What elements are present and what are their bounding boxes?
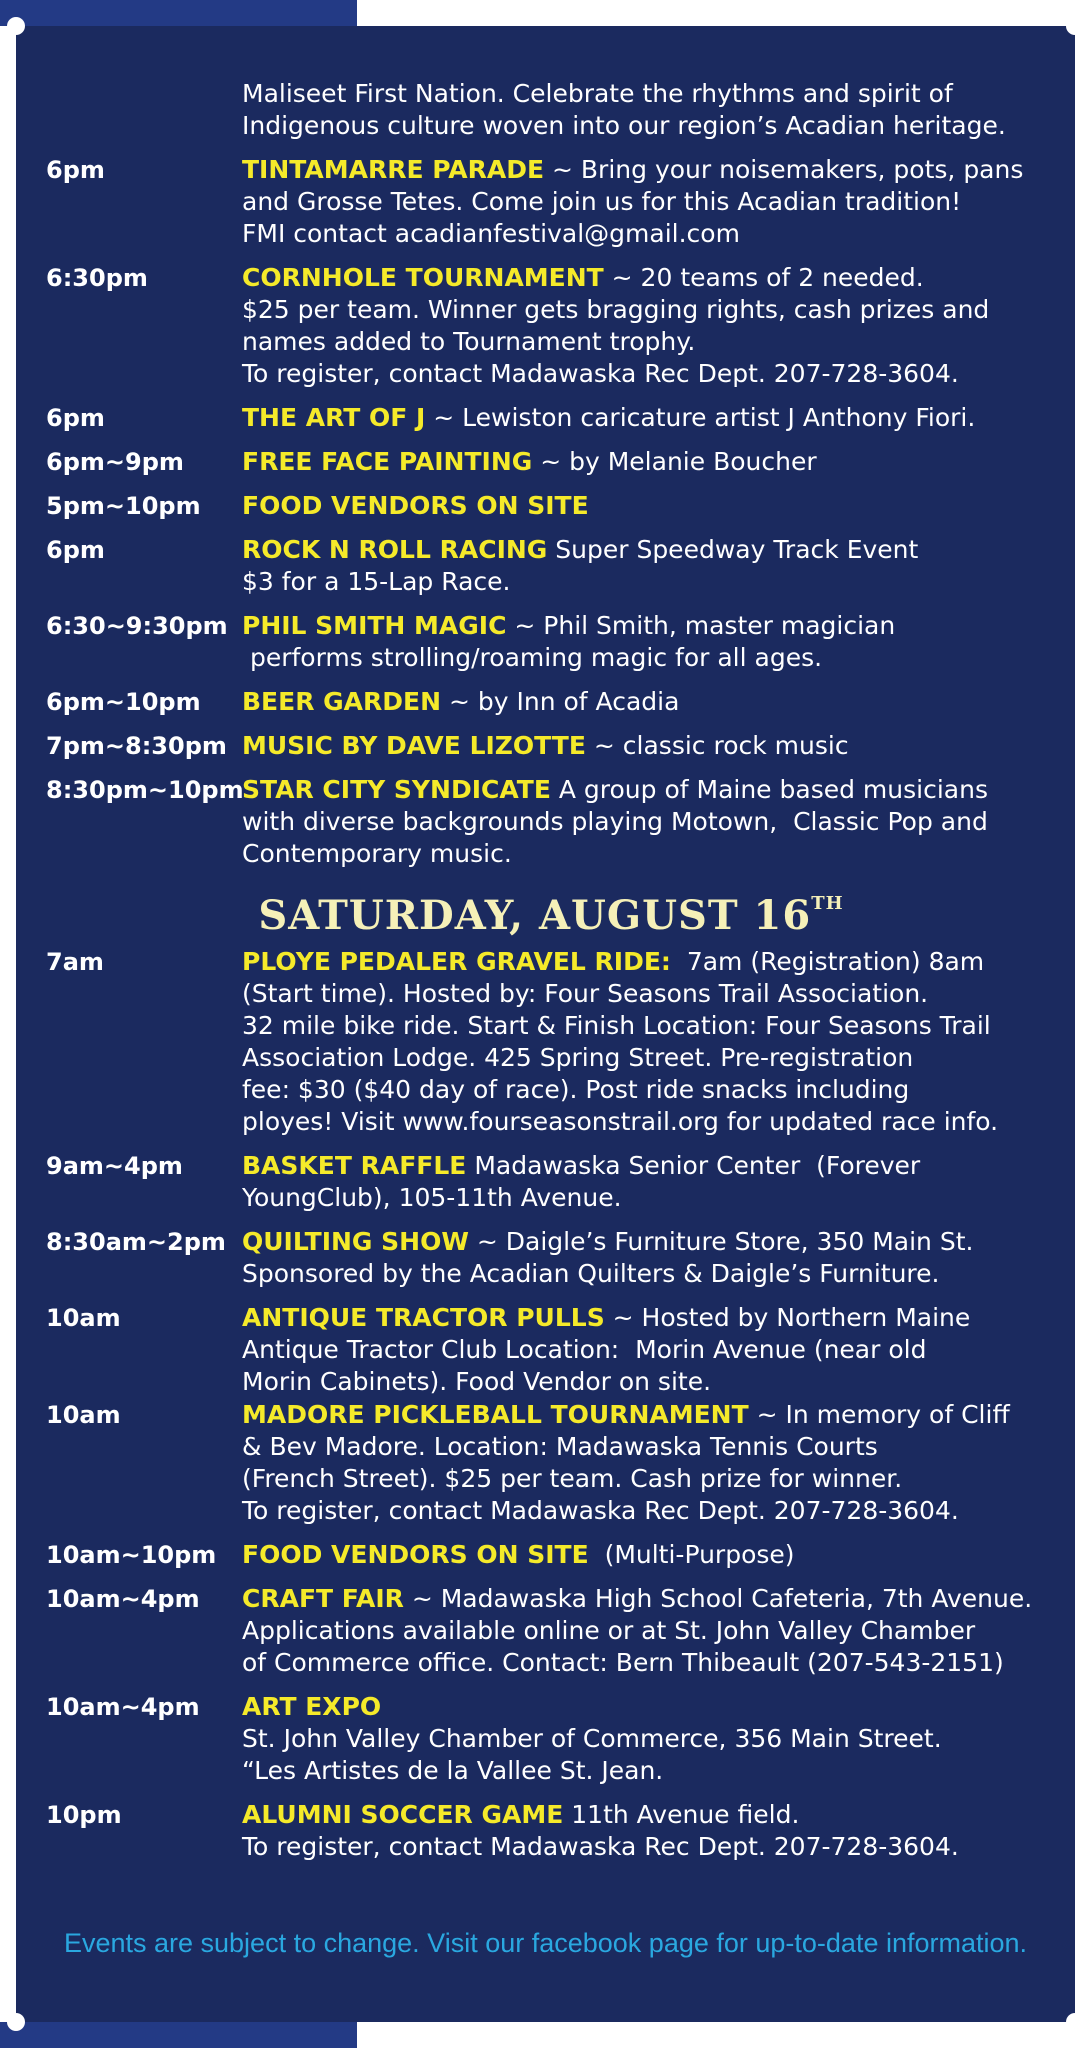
event-row	[46, 730, 1056, 762]
event-row	[46, 774, 1056, 870]
event-time: 6:30pm	[46, 264, 148, 292]
event-detail: ~ Lewiston caricature artist J Anthony Fiori.	[425, 403, 976, 432]
event-first-line	[242, 1226, 1056, 1258]
event-title: PHIL SMITH MAGIC	[242, 611, 507, 640]
event-description	[242, 1583, 1056, 1679]
saturday-event-list	[46, 946, 1056, 1863]
event-title: FREE FACE PAINTING	[242, 447, 533, 476]
event-description	[242, 402, 1056, 434]
event-title: ANTIQUE TRACTOR PULLS	[242, 1303, 605, 1332]
event-detail: Super Speedway Track Event	[547, 535, 919, 564]
event-first-line	[242, 262, 1056, 294]
event-detail-line: ployes! Visit www.fourseasonstrail.org for updated race info.	[242, 1107, 999, 1136]
event-title: BASKET RAFFLE	[242, 1151, 467, 1180]
event-detail-line: performs strolling/roaming magic for all ages.	[242, 643, 823, 672]
saturday-heading-suffix: TH	[811, 893, 844, 914]
event-row	[46, 262, 1056, 390]
event-description	[242, 446, 1056, 478]
event-detail: ~ 20 teams of 2 needed.	[603, 263, 924, 292]
event-first-line	[242, 490, 1056, 522]
event-detail-line: YoungClub), 105-11th Avenue.	[242, 1183, 622, 1212]
intro-text	[242, 78, 1056, 142]
event-detail: ~ by Inn of Acadia	[441, 687, 680, 716]
event-detail-line: fee: $30 ($40 day of race). Post ride snacks including	[242, 1075, 910, 1104]
event-time: 8:30pm~10pm	[46, 776, 244, 804]
event-description	[242, 1539, 1056, 1571]
event-time: 8:30am~2pm	[46, 1228, 226, 1256]
bottom-accent-strip	[0, 2022, 357, 2048]
event-row	[46, 1583, 1056, 1679]
event-description	[242, 1399, 1056, 1527]
event-row	[46, 946, 1056, 1138]
event-description	[242, 534, 1056, 598]
event-first-line	[242, 1799, 1056, 1831]
event-description	[242, 774, 1056, 870]
event-detail: ~ In memory of Cliff	[748, 1400, 1010, 1429]
event-description	[242, 1302, 1056, 1398]
corner-notch	[7, 2013, 25, 2031]
saturday-heading	[46, 888, 1056, 939]
event-time: 6pm	[46, 536, 105, 564]
event-detail-line: Antique Tractor Club Location: Morin Avenue (near old	[242, 1335, 927, 1364]
event-title: QUILTING SHOW	[242, 1227, 469, 1256]
event-first-line	[242, 534, 1056, 566]
event-first-line	[242, 402, 1056, 434]
event-detail-line: Association Lodge. 425 Spring Street. Pre-registration	[242, 1043, 914, 1072]
event-row	[46, 402, 1056, 434]
event-row	[46, 610, 1056, 674]
event-time: 5pm~10pm	[46, 492, 201, 520]
event-row	[46, 1150, 1056, 1214]
event-detail: Madawaska Senior Center (Forever	[466, 1151, 921, 1180]
event-detail-line: “Les Artistes de la Vallee St. Jean.	[242, 1756, 664, 1785]
event-description	[242, 154, 1056, 250]
event-row	[46, 154, 1056, 250]
event-first-line	[242, 730, 1056, 762]
event-title: ROCK N ROLL RACING	[242, 535, 548, 564]
event-detail: ~ Daigle’s Furniture Store, 350 Main St.	[468, 1227, 974, 1256]
event-first-line	[242, 610, 1056, 642]
event-title: CORNHOLE TOURNAMENT	[242, 263, 604, 292]
event-detail-line: Sponsored by the Acadian Quilters & Daigle’s Furniture.	[242, 1259, 940, 1288]
event-row	[46, 534, 1056, 598]
saturday-heading-text: SATURDAY, AUGUST 16	[258, 892, 812, 939]
event-detail-line: and Grosse Tetes. Come join us for this Acadian tradition!	[242, 187, 962, 216]
event-detail-line: To register, contact Madawaska Rec Dept. 207-728-3604.	[242, 1496, 959, 1525]
event-first-line	[242, 1399, 1056, 1431]
event-detail-line: $25 per team. Winner gets bragging rights, cash prizes and	[242, 295, 990, 324]
event-detail-line: To register, contact Madawaska Rec Dept. 207-728-3604.	[242, 1832, 959, 1861]
event-time: 10am~4pm	[46, 1585, 200, 1613]
event-time: 10am~4pm	[46, 1693, 200, 1721]
event-detail-line: (Start time). Hosted by: Four Seasons Trail Association.	[242, 979, 929, 1008]
event-description	[242, 262, 1056, 390]
event-title: BEER GARDEN	[242, 687, 442, 716]
friday-event-list	[46, 154, 1056, 870]
schedule-panel	[16, 26, 1075, 2022]
event-time: 7am	[46, 948, 104, 976]
event-time: 7pm~8:30pm	[46, 732, 227, 760]
event-detail: 11th Avenue field.	[563, 1800, 800, 1829]
event-description	[242, 686, 1056, 718]
event-time: 10am~10pm	[46, 1541, 217, 1569]
event-row	[46, 1302, 1056, 1398]
schedule-content	[46, 78, 1056, 1875]
event-row	[46, 686, 1056, 718]
event-time: 10am	[46, 1401, 121, 1429]
event-title: FOOD VENDORS ON SITE	[242, 1540, 589, 1569]
event-title: ART EXPO	[242, 1692, 382, 1721]
event-detail: ~ Madawaska High School Cafeteria, 7th Avenue.	[403, 1584, 1033, 1613]
event-row	[46, 1399, 1056, 1527]
event-description	[242, 1150, 1056, 1214]
event-first-line	[242, 686, 1056, 718]
event-title: PLOYE PEDALER GRAVEL RIDE:	[242, 947, 671, 976]
event-first-line	[242, 1691, 1056, 1723]
event-row	[46, 1691, 1056, 1787]
event-detail: A group of Maine based musicians	[550, 775, 988, 804]
top-accent-strip	[0, 0, 357, 26]
event-detail: (Multi-Purpose)	[588, 1540, 795, 1569]
event-detail-line: FMI contact acadianfestival@gmail.com	[242, 219, 740, 248]
event-detail-line: of Commerce office. Contact: Bern Thibeault (207-543-2151)	[242, 1648, 1004, 1677]
event-first-line	[242, 154, 1056, 186]
event-first-line	[242, 946, 1056, 978]
event-detail-line: 32 mile bike ride. Start & Finish Location: Four Seasons Trail	[242, 1011, 991, 1040]
event-detail-line: names added to Tournament trophy.	[242, 327, 696, 356]
event-detail: ~ Phil Smith, master magician	[506, 611, 896, 640]
event-title: MADORE PICKLEBALL TOURNAMENT	[242, 1400, 749, 1429]
event-detail: 7am (Registration) 8am	[670, 947, 985, 976]
event-detail-line: St. John Valley Chamber of Commerce, 356 Main Street.	[242, 1724, 942, 1753]
event-title: MUSIC BY DAVE LIZOTTE	[242, 731, 586, 760]
event-first-line	[242, 1302, 1056, 1334]
event-description	[242, 1799, 1056, 1863]
event-first-line	[242, 446, 1056, 478]
event-time: 6pm	[46, 404, 105, 432]
event-time: 6pm~9pm	[46, 448, 184, 476]
intro-line: Maliseet First Nation. Celebrate the rhythms and spirit of	[242, 79, 953, 108]
event-title: TINTAMARRE PARADE	[242, 155, 545, 184]
event-first-line	[242, 1583, 1056, 1615]
event-first-line	[242, 1150, 1056, 1182]
event-detail-line: $3 for a 15-Lap Race.	[242, 567, 511, 596]
event-detail-line: with diverse backgrounds playing Motown, Classic Pop and	[242, 807, 988, 836]
event-time: 6pm	[46, 156, 105, 184]
event-detail-line: Morin Cabinets). Food Vendor on site.	[242, 1367, 712, 1396]
event-detail-line: Applications available online or at St. John Valley Chamber	[242, 1616, 976, 1645]
event-detail: ~ classic rock music	[585, 731, 849, 760]
event-title: THE ART OF J	[242, 403, 426, 432]
event-time: 10pm	[46, 1801, 122, 1829]
event-time: 10am	[46, 1304, 121, 1332]
event-first-line	[242, 1539, 1056, 1571]
event-time: 6pm~10pm	[46, 688, 201, 716]
intro-line: Indigenous culture woven into our region’s Acadian heritage.	[242, 111, 1006, 140]
event-time: 6:30~9:30pm	[46, 612, 228, 640]
event-title: STAR CITY SYNDICATE	[242, 775, 551, 804]
event-row	[46, 490, 1056, 522]
event-detail-line: To register, contact Madawaska Rec Dept. 207-728-3604.	[242, 359, 959, 388]
event-row	[46, 1539, 1056, 1571]
event-description	[242, 490, 1056, 522]
event-title: ALUMNI SOCCER GAME	[242, 1800, 564, 1829]
event-description	[242, 730, 1056, 762]
event-row	[46, 1799, 1056, 1863]
event-detail: ~ Hosted by Northern Maine	[604, 1303, 971, 1332]
event-time: 9am~4pm	[46, 1152, 183, 1180]
event-detail: ~ Bring your noisemakers, pots, pans	[544, 155, 1024, 184]
event-description	[242, 946, 1056, 1138]
event-description	[242, 1691, 1056, 1787]
corner-notch	[1066, 2013, 1084, 2031]
event-row	[46, 1226, 1056, 1290]
event-title: CRAFT FAIR	[242, 1584, 404, 1613]
event-description	[242, 610, 1056, 674]
intro-row	[46, 78, 1056, 142]
event-detail: ~ by Melanie Boucher	[532, 447, 817, 476]
event-detail-line: & Bev Madore. Location: Madawaska Tennis Courts	[242, 1432, 878, 1461]
event-first-line	[242, 774, 1056, 806]
event-row	[46, 446, 1056, 478]
event-detail-line: (French Street). $25 per team. Cash prize for winner.	[242, 1464, 903, 1493]
event-detail-line: Contemporary music.	[242, 839, 512, 868]
footer-notice: Events are subject to change. Visit our facebook page for up-to-date information.	[63, 1928, 1028, 1958]
event-title: FOOD VENDORS ON SITE	[242, 491, 589, 520]
event-description	[242, 1226, 1056, 1290]
